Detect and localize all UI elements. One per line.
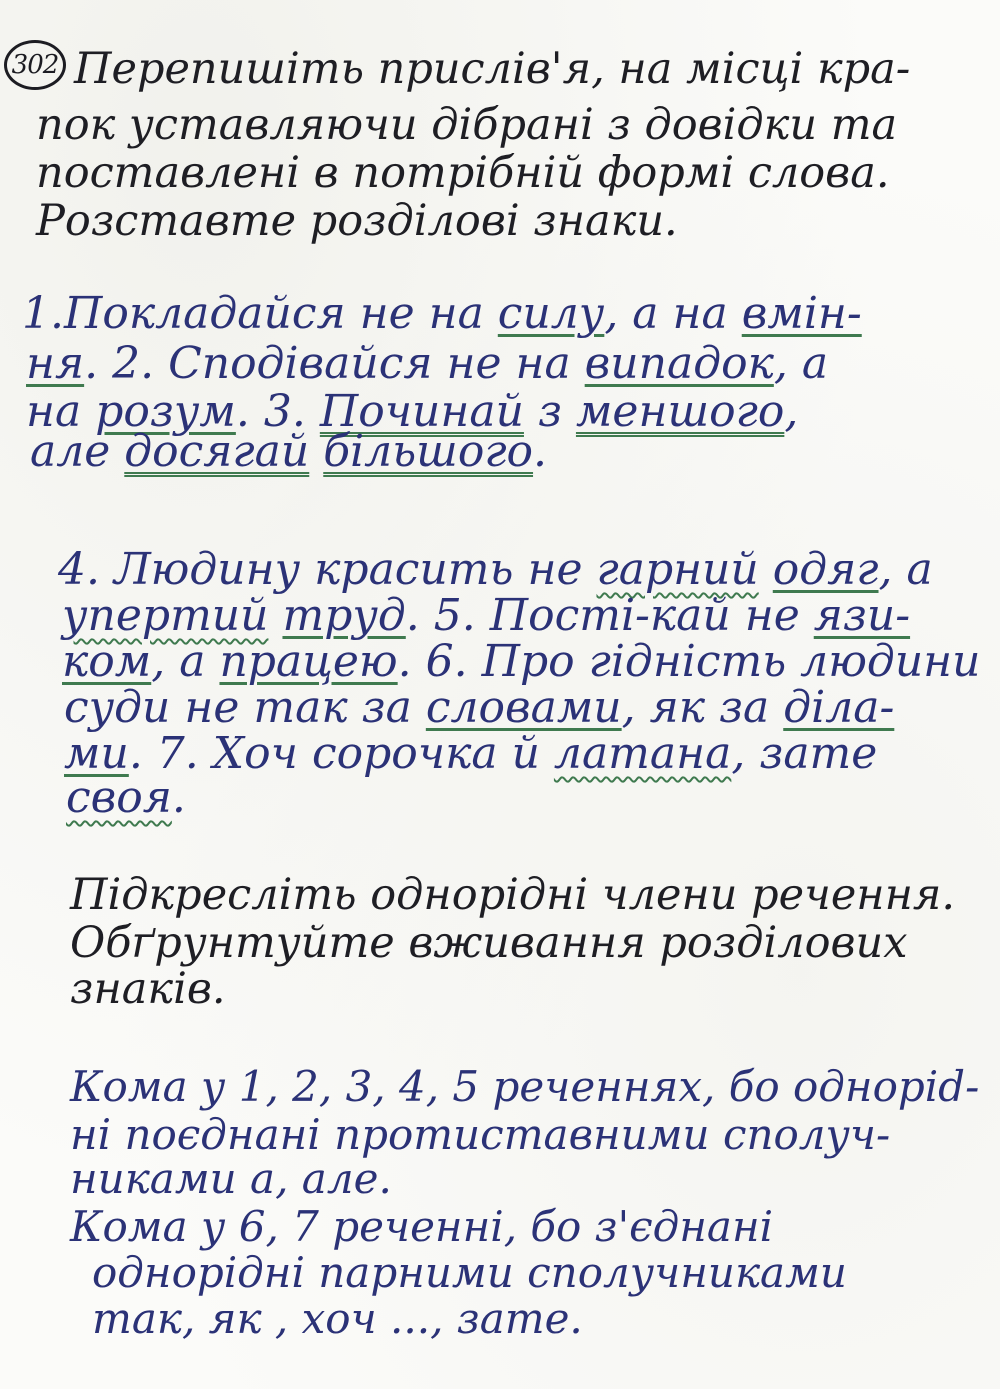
- underlined-word: випадок: [584, 338, 774, 389]
- proverb-line: [64, 728, 878, 779]
- text-fragment: . 6. Про гідність людини: [397, 636, 981, 687]
- text-fragment: .: [533, 426, 548, 477]
- text-fragment: [759, 544, 773, 595]
- underlined-word: гарний: [596, 544, 759, 595]
- task-line: знаків.: [70, 964, 226, 1014]
- text-fragment: .: [171, 772, 186, 823]
- underlined-word: силу: [497, 288, 605, 339]
- proverb-line: [30, 426, 548, 477]
- text-fragment: , як за: [621, 682, 784, 733]
- underlined-word: упертий: [62, 590, 269, 641]
- underlined-word: вмін-: [741, 288, 862, 339]
- underlined-word: працею: [219, 636, 398, 687]
- underlined-word: ком: [62, 636, 152, 687]
- text-fragment: з: [523, 386, 576, 437]
- answer-line: никами а, але.: [70, 1154, 392, 1203]
- proverb-line: [26, 338, 829, 389]
- text-fragment: але: [30, 426, 125, 477]
- text-fragment: , а на: [604, 288, 742, 339]
- underlined-word: латана: [553, 728, 732, 779]
- text-fragment: . 3.: [235, 386, 320, 437]
- text-fragment: , зате: [731, 728, 878, 779]
- text-fragment: . 5. Пості-кай не: [405, 590, 814, 641]
- instruction-line: Перепишіть прислів'я, на місці кра-: [74, 44, 911, 94]
- answer-line: Кома у 1, 2, 3, 4, 5 реченнях, бо одноріd-: [70, 1062, 980, 1111]
- answer-line: Кома у 6, 7 реченні, бо з'єднані: [70, 1202, 774, 1251]
- underlined-word: більшого: [323, 426, 534, 477]
- text-fragment: [268, 590, 282, 641]
- text-fragment: . 7. Хоч сорочка й: [128, 728, 554, 779]
- underlined-word: діла-: [783, 682, 895, 733]
- text-fragment: 1.Покладайся не на: [22, 288, 498, 339]
- text-fragment: 4. Людину красить не: [58, 544, 597, 595]
- underlined-word: меншого: [575, 386, 785, 437]
- proverb-line: [66, 772, 186, 823]
- instruction-line: Розставте розділові знаки.: [36, 196, 678, 246]
- text-fragment: на: [26, 386, 96, 437]
- answer-line: ні поєднані протиставними сполуч-: [70, 1110, 891, 1159]
- instruction-line: пок уставляючи дібрані з довідки та: [36, 100, 898, 150]
- exercise-number: 302: [4, 40, 66, 90]
- underlined-word: ня: [26, 338, 85, 389]
- underlined-word: досягай: [124, 426, 310, 477]
- instruction-line: поставлені в потрібній формі слова.: [36, 148, 890, 198]
- text-fragment: . 2. Сподівайся не на: [84, 338, 585, 389]
- task-line: Обґрунтуйте вживання розділових: [70, 918, 908, 968]
- proverb-line: [64, 682, 895, 733]
- text-fragment: суди не так за: [64, 682, 426, 733]
- answer-line: так, як , хоч ..., зате.: [92, 1294, 583, 1343]
- text-fragment: , а: [773, 338, 829, 389]
- text-fragment: , а: [878, 544, 933, 595]
- underlined-word: своя: [66, 772, 172, 823]
- underlined-word: труд: [282, 590, 406, 641]
- answer-line: однорідні парними сполучниками: [92, 1248, 847, 1297]
- underlined-word: ми: [64, 728, 129, 779]
- task-line: Підкресліть однорідні члени речення.: [70, 870, 956, 920]
- proverb-line: [62, 590, 911, 641]
- underlined-word: одяг: [772, 544, 879, 595]
- proverb-line: [58, 544, 933, 595]
- underlined-word: язи-: [813, 590, 911, 641]
- underlined-word: розум: [95, 386, 236, 437]
- text-fragment: [309, 426, 323, 477]
- proverb-line: [62, 636, 981, 687]
- text-fragment: ,: [784, 386, 799, 437]
- underlined-word: Починай: [319, 386, 524, 437]
- proverb-line: [22, 288, 862, 339]
- text-fragment: , а: [151, 636, 220, 687]
- underlined-word: словами: [425, 682, 622, 733]
